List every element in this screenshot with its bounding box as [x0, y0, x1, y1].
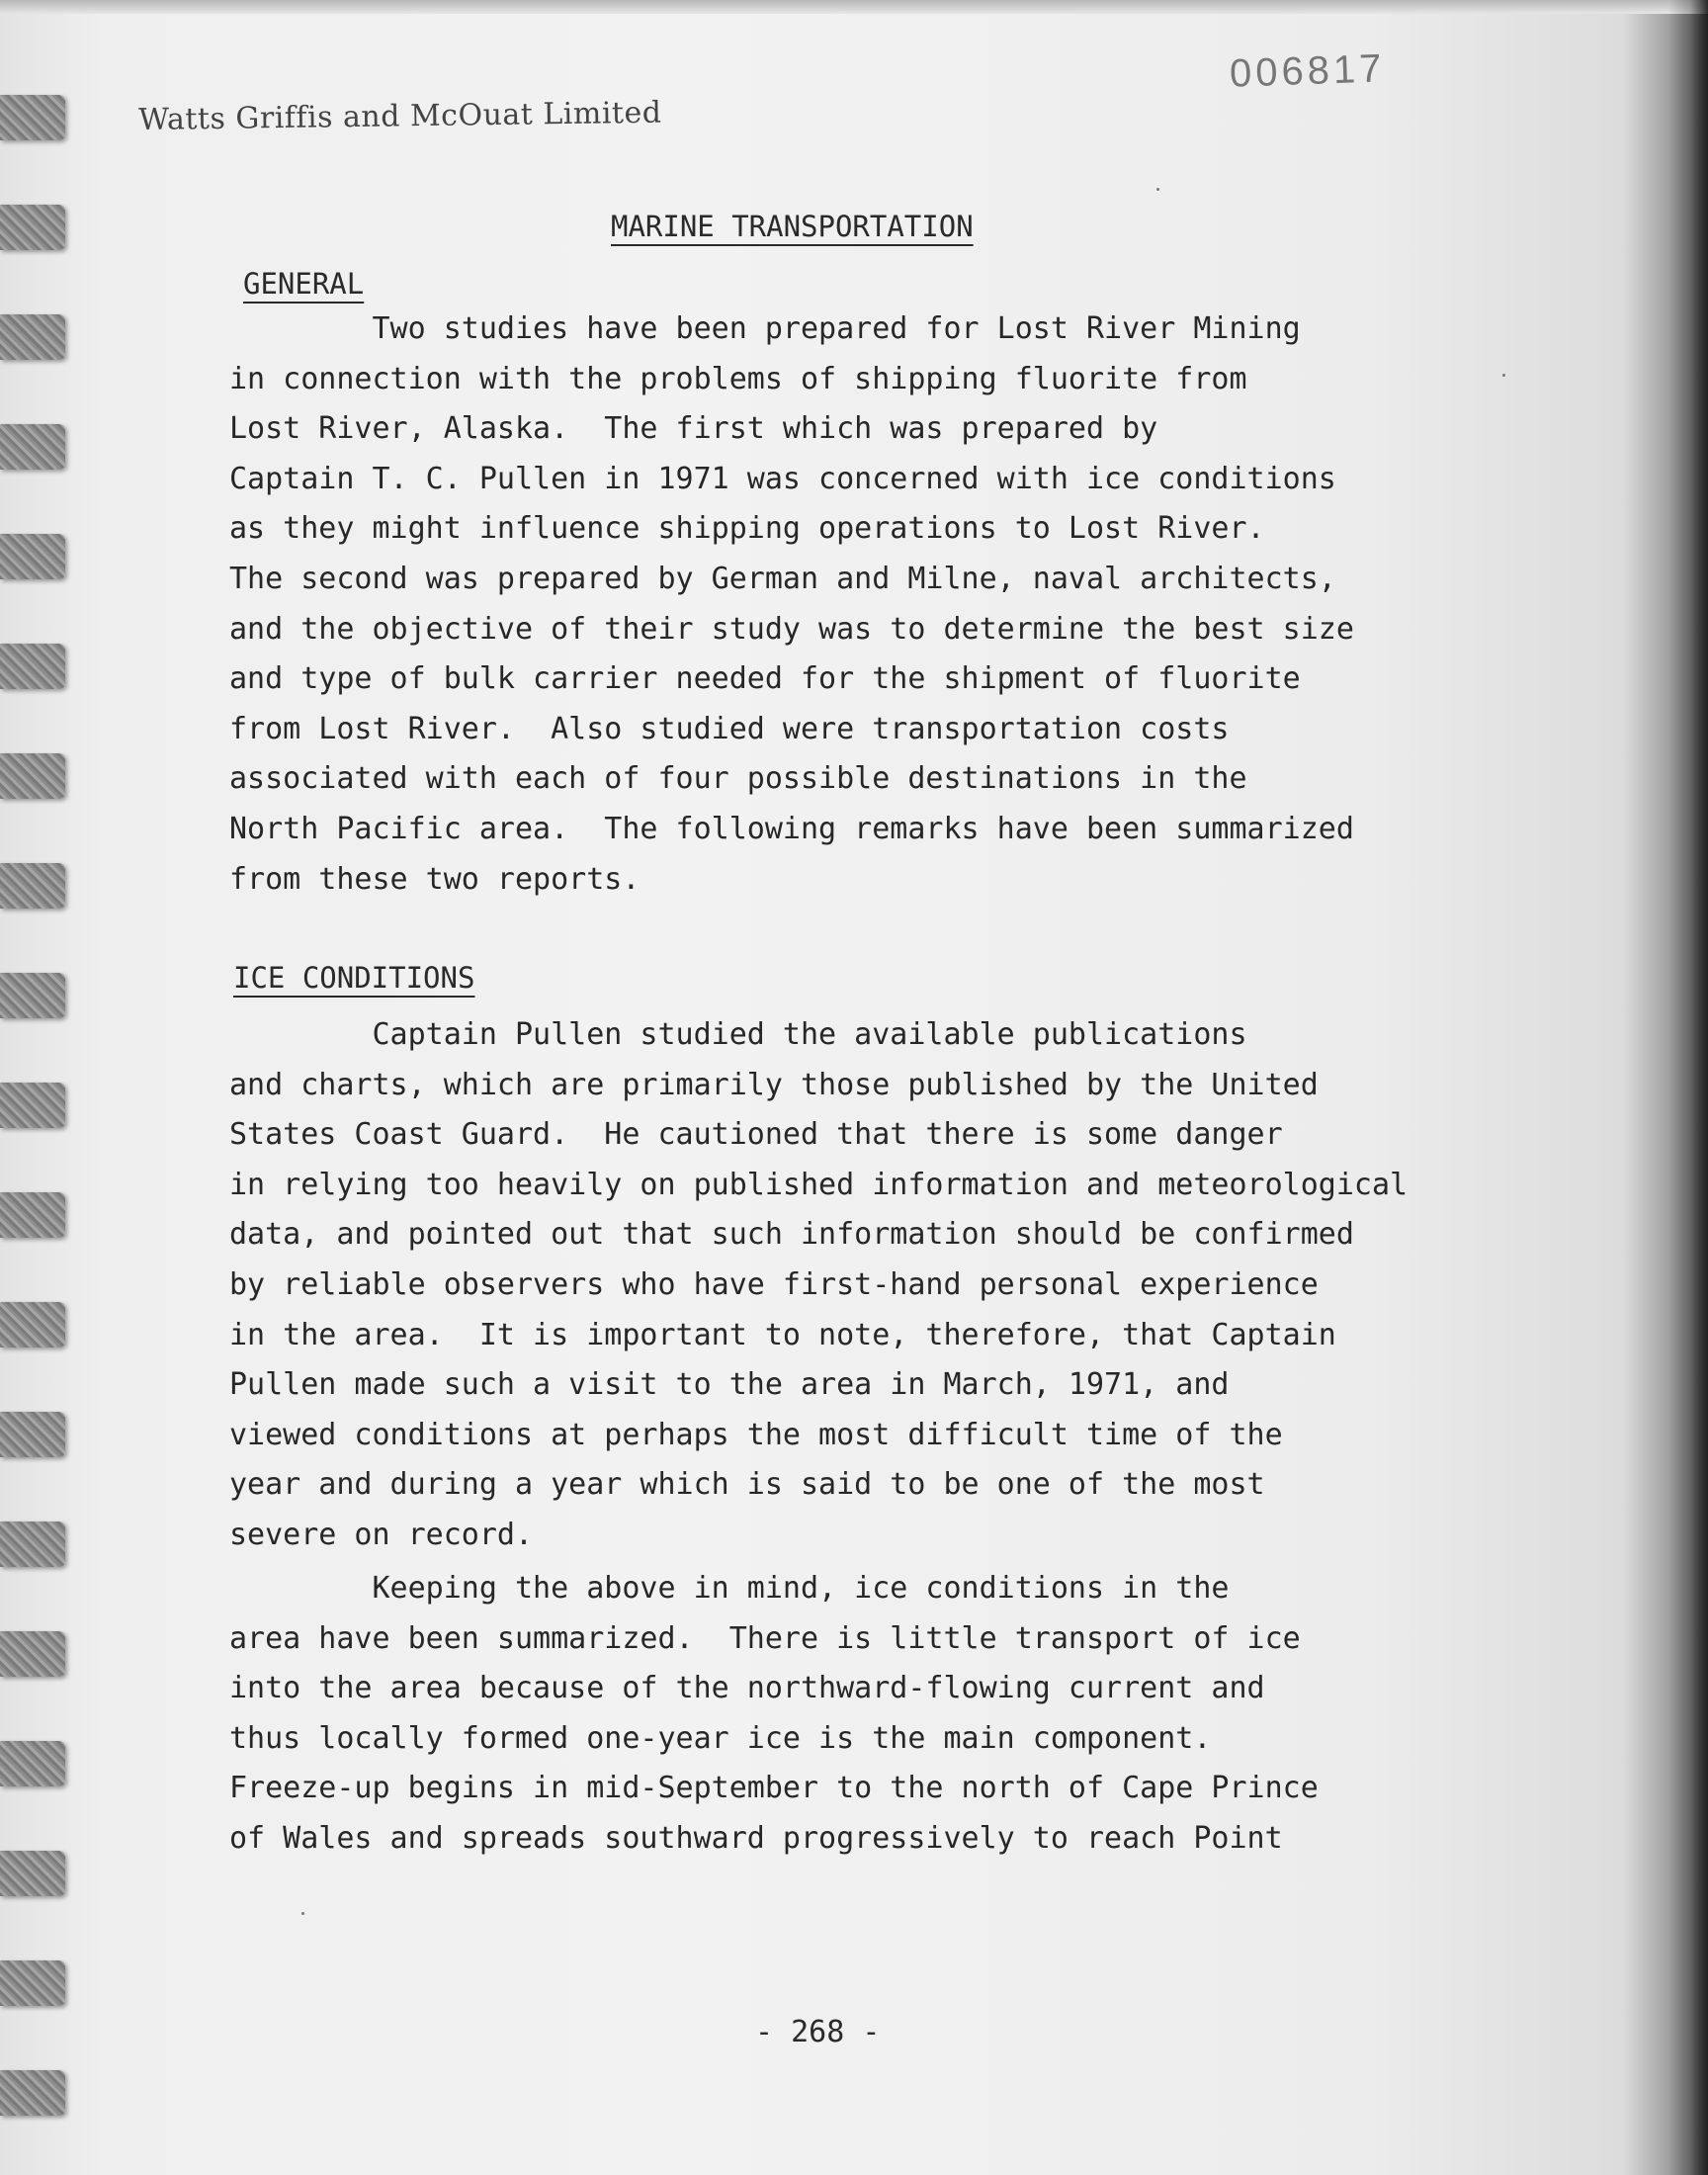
binding-hole	[0, 753, 65, 799]
binding-hole	[0, 1851, 65, 1896]
text-line: of Wales and spreads southward progressively to reach Point	[229, 1820, 1283, 1856]
text-line: in relying too heavily on published information and meteorological	[229, 1167, 1409, 1202]
general-paragraph	[229, 304, 1554, 905]
binding-hole	[0, 1302, 65, 1348]
binding-hole	[0, 205, 65, 250]
spiral-binding	[0, 0, 79, 2175]
binding-hole	[0, 1192, 65, 1238]
text-line: Captain T. C. Pullen in 1971 was concerned with ice conditions	[229, 461, 1336, 496]
scan-speck	[1156, 188, 1159, 191]
text-line: thus locally formed one-year ice is the main component.	[229, 1720, 1212, 1756]
text-line: Keeping the above in mind, ice conditions in the	[229, 1571, 1230, 1606]
binding-hole	[0, 2070, 65, 2116]
binding-hole	[0, 424, 65, 470]
text-line: and type of bulk carrier needed for the shipment of fluorite	[229, 661, 1301, 697]
document-number: 006817	[1229, 46, 1387, 96]
text-line: associated with each of four possible destinations in the	[229, 761, 1247, 797]
text-line: in connection with the problems of shipping fluorite from	[229, 361, 1247, 396]
text-line: as they might influence shipping operations to Lost River.	[229, 511, 1265, 547]
text-line: Freeze-up begins in mid-September to the north of Cape Prince	[229, 1771, 1319, 1806]
page-top-edge	[0, 0, 1708, 14]
scan-speck	[301, 1912, 304, 1915]
text-line: The second was prepared by German and Milne, naval architects,	[229, 561, 1336, 596]
scan-speck	[1502, 374, 1505, 377]
binding-hole	[0, 1083, 65, 1128]
text-line: from Lost River. Also studied were transportation costs	[229, 711, 1230, 746]
binding-hole	[0, 1522, 65, 1567]
page-right-shadow	[1668, 0, 1708, 2175]
binding-hole	[0, 644, 65, 689]
text-line: Captain Pullen studied the available publications	[229, 1017, 1247, 1052]
text-line: and the objective of their study was to determine the best size	[229, 611, 1354, 647]
binding-hole	[0, 314, 65, 360]
ice-conditions-paragraph-2	[229, 1564, 1554, 1865]
binding-hole	[0, 1631, 65, 1677]
text-line: and charts, which are primarily those published by the United	[229, 1067, 1319, 1102]
text-line: by reliable observers who have first-hand personal experience	[229, 1266, 1319, 1302]
binding-hole	[0, 534, 65, 579]
text-line: North Pacific area. The following remarks have been summarized	[229, 811, 1354, 846]
binding-hole	[0, 973, 65, 1018]
letterhead: Watts Griffis and McOuat Limited	[138, 95, 662, 137]
text-line: States Coast Guard. He cautioned that there is some danger	[229, 1117, 1283, 1153]
text-line: Pullen made such a visit to the area in March, 1971, and	[229, 1367, 1230, 1403]
binding-hole	[0, 863, 65, 909]
text-line: Two studies have been prepared for Lost River Mining	[229, 311, 1301, 346]
text-line: area have been summarized. There is little transport of ice	[229, 1620, 1301, 1656]
ice-conditions-paragraph-1	[229, 1010, 1554, 1561]
page-number: - 268 -	[755, 2015, 881, 2049]
text-line: year and during a year which is said to be one of the most	[229, 1467, 1265, 1503]
binding-hole	[0, 1960, 65, 2006]
binding-hole	[0, 95, 65, 140]
text-line: data, and pointed out that such information should be confirmed	[229, 1217, 1354, 1253]
text-line: from these two reports.	[229, 861, 640, 897]
binding-hole	[0, 1412, 65, 1457]
binding-hole	[0, 1741, 65, 1786]
text-line: into the area because of the northward-flowing current and	[229, 1671, 1265, 1706]
section-heading-ice-conditions: ICE CONDITIONS	[233, 961, 475, 995]
text-line: severe on record.	[229, 1517, 534, 1552]
section-heading-general: GENERAL	[243, 267, 365, 301]
text-line: viewed conditions at perhaps the most difficult time of the	[229, 1417, 1283, 1452]
page-title: MARINE TRANSPORTATION	[611, 210, 974, 243]
text-line: Lost River, Alaska. The first which was prepared by	[229, 411, 1158, 447]
text-line: in the area. It is important to note, therefore, that Captain	[229, 1317, 1336, 1352]
